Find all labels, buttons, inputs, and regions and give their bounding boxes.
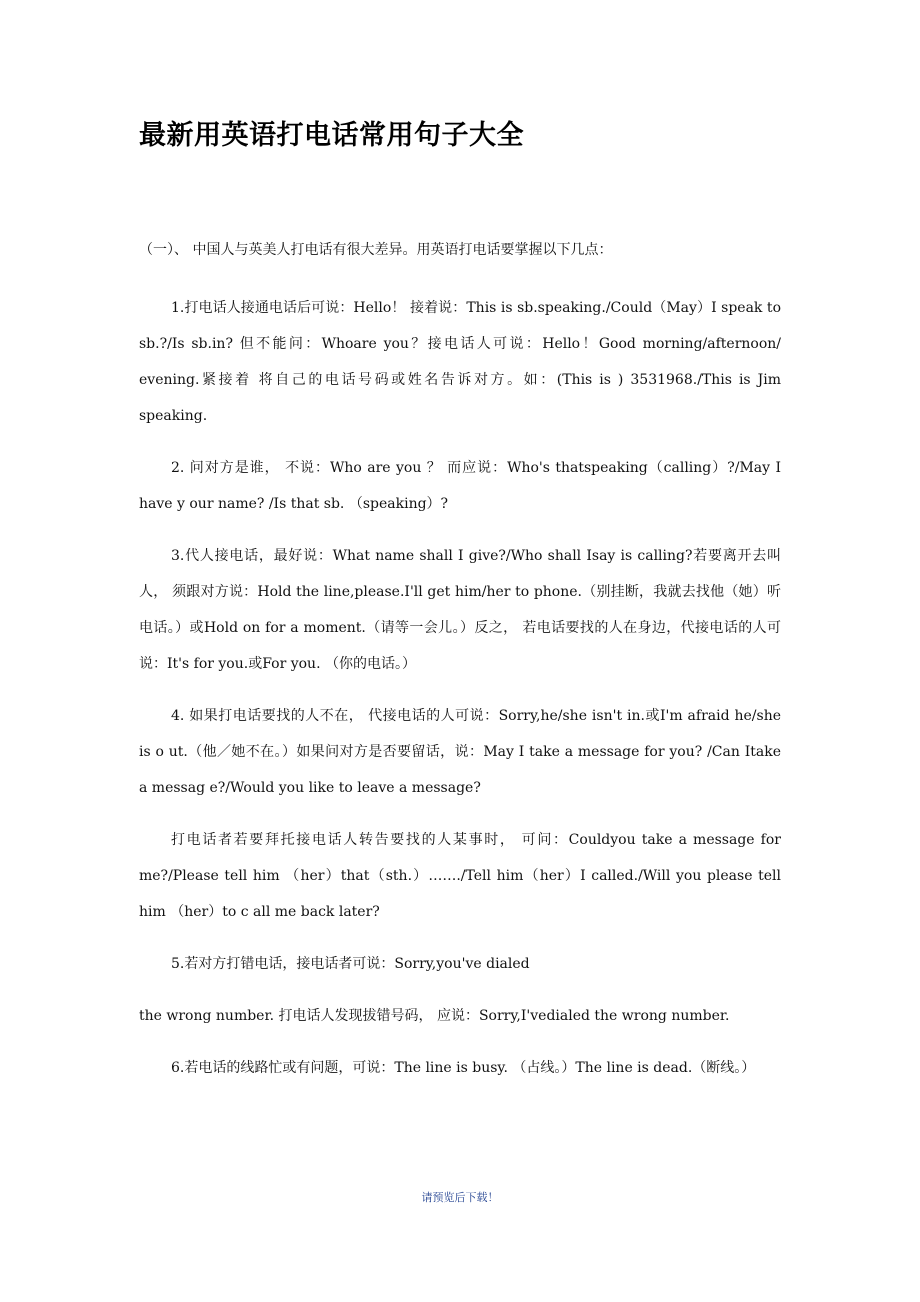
download-footer-note: 请预览后下载！ bbox=[421, 1191, 499, 1204]
paragraph-4: 4. 如果打电话要找的人不在， 代接电话的人可说：Sorry,he/she isn't in.或I'm afraid he/she is o ut.（他／她不在。）如果问对方是否要留话，说：May I take a message for you? /Can Itake a messag e?/Would you like to leave a message? bbox=[139, 708, 781, 796]
paragraph-5: 5.若对方打错电话，接电话者可说：Sorry,you've dialed bbox=[171, 956, 530, 972]
section-heading: （一）、 中国人与英美人打电话有很大差异。用英语打电话要掌握以下几点： bbox=[139, 242, 613, 258]
paragraph-6: 6.若电话的线路忙或有问题，可说：The line is busy. （占线。）The line is dead.（断线。） bbox=[171, 1060, 756, 1076]
paragraph-5-continued: the wrong number. 打电话人发现拔错号码， 应说：Sorry,I'vedialed the wrong number. bbox=[139, 1008, 730, 1024]
paragraph-4-followup: 打电话者若要拜托接电话人转告要找的人某事时， 可问：Couldyou take a message for me?/Please tell him （her）that（sth.）……./Tell him（her）I called./Will you please tell him （her）to c all me back later? bbox=[139, 832, 781, 920]
document-title: 最新用英语打电话常用句子大全 bbox=[139, 120, 524, 151]
paragraph-1: 1.打电话人接通电话后可说：Hello！ 接着说：This is sb.speaking./Could（May）I speak to sb.?/Is sb.in? 但不能问：Whoare you？接电话人可说：Hello！Good morning/afternoon/ evening.紧接着 将自己的电话号码或姓名告诉对方。如：(This is ) 3531968./This is Jim speaking. bbox=[139, 300, 781, 424]
document-body bbox=[139, 232, 781, 1102]
paragraph-2: 2. 问对方是谁， 不说：Who are you ？ 而应说：Who's thatspeaking（calling）?/May I have y our name? /Is that sb. （speaking）? bbox=[139, 460, 781, 512]
paragraph-3: 3.代人接电话，最好说：What name shall I give?/Who shall Isay is calling?若要离开去叫人， 须跟对方说：Hold the line,please.I'll get him/her to phone.（别挂断，我就去找他（她）听电话。）或Hold on for a moment.（请等一会儿。）反之， 若电话要找的人在身边，代接电话的人可说：It's for you.或For you. （你的电话。） bbox=[139, 548, 781, 672]
